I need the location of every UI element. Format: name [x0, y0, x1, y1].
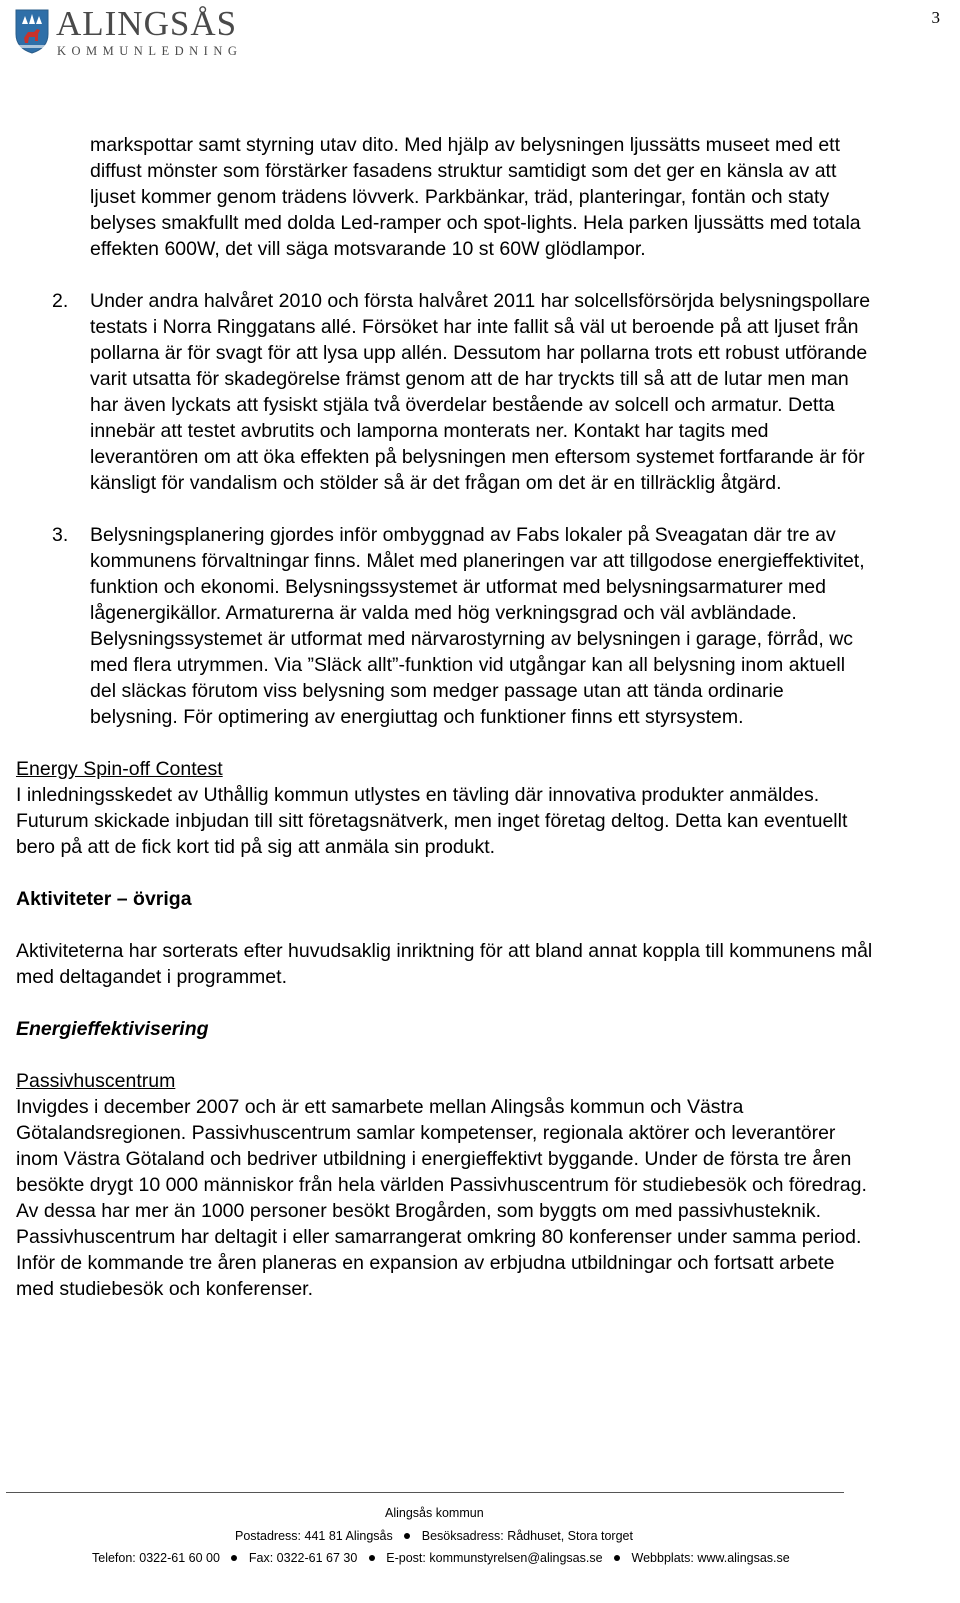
logo — [14, 6, 254, 58]
phone-value: 0322-61 60 00 — [139, 1551, 220, 1565]
list-number: 3. — [52, 524, 69, 546]
email-label: E-post: — [386, 1551, 426, 1565]
section-heading-efficiency: Energieffektivisering — [16, 1018, 209, 1040]
activities-paragraph: Aktiviteterna har sorterats efter huvudsaklig inriktning för att bland annat koppla till kommunens mål med deltagandet i programmet. — [16, 940, 873, 988]
logo-title: ALINGSÅS — [56, 4, 238, 43]
footer-address-line — [235, 1529, 633, 1543]
section-heading-activities: Aktiviteter – övriga — [16, 888, 192, 910]
email-link[interactable]: kommunstyrelsen@alingsas.se — [429, 1551, 603, 1565]
section-heading-energy-contest: Energy Spin-off Contest — [16, 758, 223, 780]
bullet-icon — [369, 1555, 375, 1561]
fax-label: Fax: — [248, 1551, 274, 1565]
web-link[interactable]: www.alingsas.se — [697, 1551, 790, 1565]
list-number: 2. — [52, 290, 69, 312]
footer-divider — [6, 1492, 844, 1493]
visit-value: Rådhuset, Stora torget — [507, 1529, 633, 1543]
page-number: 3 — [931, 8, 940, 27]
postal-label: Postadress: — [235, 1529, 302, 1543]
visit-label: Besöksadress: — [421, 1529, 504, 1543]
document-body — [16, 132, 876, 1302]
energy-contest-paragraph: I inledningsskedet av Uthållig kommun utlystes en tävling där innovativa produkter anmäldes. Futurum skickade inbjudan till sitt företagsnätverk, men inget företag deltog. Detta kan eventuellt bero på att de fick kort tid på sig att anmäla sin produkt. — [16, 784, 848, 858]
list-item — [16, 288, 876, 496]
passive-house-paragraph: Invigdes i december 2007 och är ett samarbete mellan Alingsås kommun och Västra Götalandsregionen. Passivhuscentrum samlar kompetenser, regionala aktörer och leverantörer inom Västra Götaland och bedriver utbildning i energieffektivt byggande. Under de första tre åren besökte drygt 10 000 människor från hela världen Passivhuscentrum för studiebesök och föredrag. Av dessa har mer än 1000 personer besökt Brogården, som byggts om med passivhusteknik. Passivhuscentrum har deltagit i eller samarrangerat omkring 80 konferenser under samma period. Inför de kommande tre åren planeras en expansion av erbjudna utbildningar och fortsatt arbete med studiebesök och konferenser. — [16, 1096, 867, 1300]
bullet-icon — [231, 1555, 237, 1561]
bullet-icon — [614, 1555, 620, 1561]
section-heading-passive-house: Passivhuscentrum — [16, 1070, 176, 1092]
phone-label: Telefon: — [92, 1551, 136, 1565]
footer-contact-line — [92, 1551, 790, 1565]
list-item — [16, 522, 876, 730]
logo-subtitle: KOMMUNLEDNING — [57, 44, 243, 58]
list-text: Under andra halvåret 2010 och första halvåret 2011 har solcellsförsörjda belysningspollare testats i Norra Ringgatans allé. Försöket har inte fallit så väl ut beroende på att ljuset från pollarna är för svagt för att lysa upp allén. Dessutom har pollarna trots ett robust utförande varit utsatta för skadegörelse främst genom att de har tryckts till så att de lutar men man har även lyckats att fysiskt stjäla två överdelar bestående av solcell och armatur. Detta innebär att testet avbrutits och lamporna monterats ner. Kontakt har tagits med leverantören om att öka effekten på belysningen men eftersom systemet fortfarande är för känsligt för vandalism och stölder så är det frågan om det är en tillräcklig åtgärd. — [90, 290, 871, 494]
continuation-paragraph: markspottar samt styrning utav dito. Med hjälp av belysningen ljussätts museet med ett diffust mönster som förstärker fasadens struktur samtidigt som det ger en känsla av att ljuset kommer genom trädens lövverk. Parkbänkar, träd, planteringar, fontän och staty belyses smakfullt med dolda Led-ramper och spot-lights. Hela parken ljussätts med totala effekten 600W, det vill säga motsvarande 10 st 60W glödlampor. — [90, 134, 861, 260]
municipal-crest-icon — [14, 8, 50, 54]
footer-organization: Alingsås kommun — [385, 1506, 484, 1520]
fax-value: 0322-61 67 30 — [276, 1551, 358, 1565]
postal-value: 441 81 Alingsås — [304, 1529, 393, 1543]
bullet-icon — [404, 1533, 410, 1539]
list-text: Belysningsplanering gjordes inför ombyggnad av Fabs lokaler på Sveagatan där tre av kommunens förvaltningar finns. Målet med planeringen var att tillgodose energieffektivitet, funktion och ekonomi. Belysningssystemet är utformat med belysningsarmaturer med lågenergikällor. Armaturerna är valda med hög verkningsgrad och väl avbländade. Belysningssystemet är utformat med närvarostyrning av belysningen i garage, förråd, wc med flera utrymmen. Via ”Släck allt”-funktion vid utgångar kan all belysning inom aktuell del släckas förutom viss belysning som medger passage utan att tända ordinarie belysning. För optimering av energiuttag och funktioner finns ett styrsystem. — [90, 524, 865, 728]
web-label: Webbplats: — [631, 1551, 694, 1565]
